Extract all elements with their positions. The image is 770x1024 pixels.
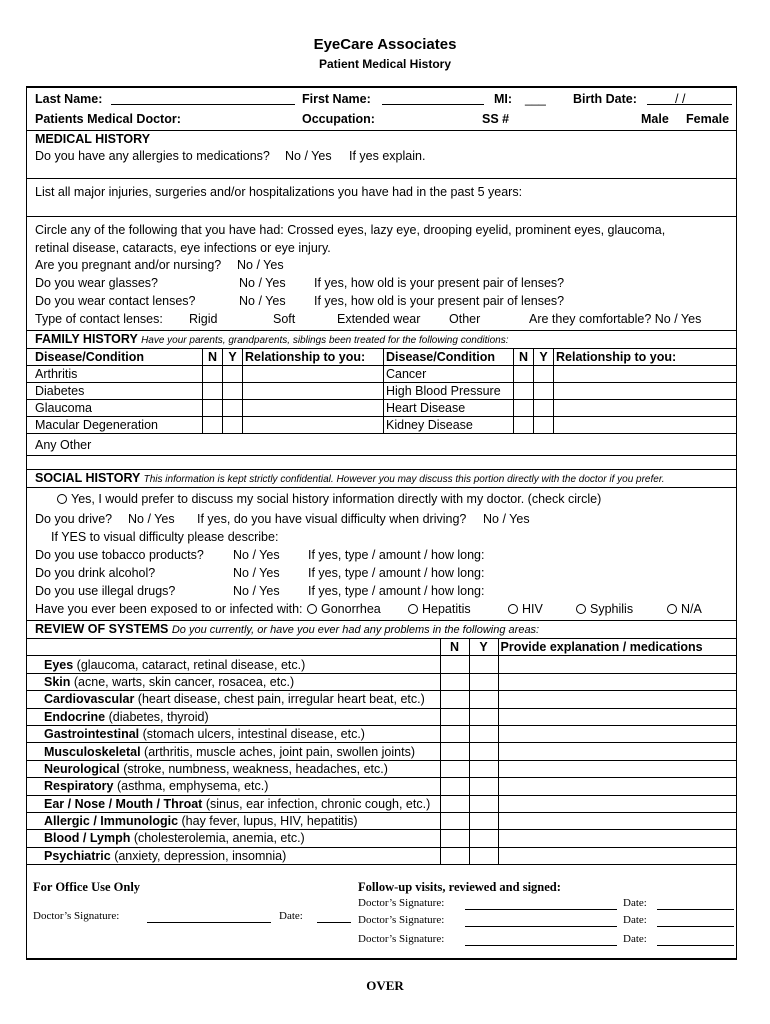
ros-explain-cell[interactable] xyxy=(498,656,737,673)
tobacco-row xyxy=(27,548,736,566)
contacts-comfortable[interactable]: Are they comfortable? No / Yes xyxy=(529,312,702,326)
ros-system-cardiovascular: Cardiovascular (heart disease, chest pain, irregular heart beat, etc.) xyxy=(26,691,440,708)
followup-date-field-3[interactable] xyxy=(657,933,734,946)
ros-n-cell[interactable] xyxy=(440,725,469,742)
ros-y-cell[interactable] xyxy=(469,812,498,829)
over-footer: OVER xyxy=(366,978,404,993)
family-heading: FAMILY HISTORY Have your parents, grandparents, siblings been treated for the following conditions: xyxy=(35,332,509,346)
circle-check-icon[interactable] xyxy=(576,604,586,614)
ros-system-neurological: Neurological (stroke, numbness, weakness, headaches, etc.) xyxy=(26,760,440,777)
family-note: Have your parents, grandparents, siblings been treated for the following conditions: xyxy=(141,335,509,346)
ros-y-cell[interactable] xyxy=(469,673,498,690)
alcohol-row xyxy=(27,566,736,584)
ros-explain-cell[interactable] xyxy=(498,847,737,864)
patient-row-2 xyxy=(27,112,736,130)
family-n-cell[interactable] xyxy=(203,383,223,400)
family-any-other-row xyxy=(27,434,737,456)
contact-type-rigid[interactable]: Rigid xyxy=(189,312,218,326)
drive-question: Do you drive? xyxy=(35,512,113,526)
ros-explain-cell[interactable] xyxy=(498,760,737,777)
contact-type-label: Type of contact lenses: xyxy=(35,312,163,326)
glasses-age: If yes, how old is your present pair of lenses? xyxy=(314,276,565,290)
female-option[interactable]: Female xyxy=(686,112,730,126)
ros-system-eyes: Eyes (glaucoma, cataract, retinal disease, etc.) xyxy=(26,656,440,673)
doctor-label: Patients Medical Doctor: xyxy=(35,112,181,126)
exposed-question: Have you ever been exposed to or infected with: xyxy=(35,602,303,616)
allergies-row xyxy=(27,149,736,167)
table-row xyxy=(27,400,737,417)
family-y-cell[interactable] xyxy=(223,400,243,417)
followup-signature-field-3[interactable] xyxy=(465,933,617,946)
drive-difficulty-options[interactable]: No / Yes xyxy=(483,512,530,526)
infection-na[interactable]: N/A xyxy=(667,602,702,616)
table-row xyxy=(26,847,737,864)
social-prefer-row xyxy=(27,487,736,509)
birth-date-label: Birth Date: xyxy=(573,92,637,106)
family-y-cell[interactable] xyxy=(223,366,243,383)
family-condition: Kidney Disease xyxy=(384,417,514,434)
family-rel-cell[interactable] xyxy=(243,417,384,434)
contacts-age: If yes, how old is your present pair of lenses? xyxy=(314,294,565,308)
followup-signature-field-1[interactable] xyxy=(465,897,617,910)
describe-label: If YES to visual difficulty please describe: xyxy=(51,530,279,544)
family-rel-cell[interactable] xyxy=(554,400,737,417)
pregnant-row xyxy=(27,258,736,276)
table-row xyxy=(26,691,737,708)
medical-history-form xyxy=(26,86,737,960)
ros-system-allergic: Allergic / Immunologic (hay fever, lupus, HIV, hepatitis) xyxy=(26,812,440,829)
family-col-n-right: N xyxy=(514,349,534,366)
tobacco-question: Do you use tobacco products? xyxy=(35,548,204,562)
family-n-cell[interactable] xyxy=(514,366,534,383)
ros-n-cell[interactable] xyxy=(440,708,469,725)
ros-n-cell[interactable] xyxy=(440,673,469,690)
followup-date-label-3: Date: xyxy=(623,933,647,945)
ros-header-row xyxy=(26,639,737,656)
table-row xyxy=(26,743,737,760)
contact-type-other[interactable]: Other xyxy=(449,312,481,326)
drugs-question: Do you use illegal drugs? xyxy=(35,584,176,598)
circle-line-2: retinal disease, cataracts, eye infections or eye injury. xyxy=(35,241,331,255)
office-doctor-signature-label: Doctor’s Signature: xyxy=(33,910,120,922)
table-row xyxy=(26,760,737,777)
office-use-section xyxy=(27,880,736,958)
followup-date-label-2: Date: xyxy=(623,914,647,926)
social-note: This information is kept strictly confidential. However you may discuss this portion directly with the doctor if you prefer. xyxy=(143,474,665,485)
glasses-row xyxy=(27,276,736,294)
drive-row xyxy=(27,512,736,530)
ros-heading: REVIEW OF SYSTEMS Do you currently, or have you ever had any problems in the following areas: xyxy=(35,622,540,636)
ros-system-respiratory: Respiratory (asthma, emphysema, etc.) xyxy=(26,778,440,795)
office-date-label: Date: xyxy=(279,910,303,922)
infection-gonorrhea[interactable]: Gonorrhea xyxy=(307,602,381,616)
ros-col-y: Y xyxy=(469,639,498,656)
ros-n-cell[interactable] xyxy=(440,795,469,812)
exposed-row xyxy=(27,602,736,620)
ros-explain-cell[interactable] xyxy=(498,725,737,742)
ros-explain-cell[interactable] xyxy=(498,830,737,847)
ros-n-cell[interactable] xyxy=(440,847,469,864)
family-condition: Macular Degeneration xyxy=(27,417,203,434)
form-title: EyeCare Associates xyxy=(313,36,457,53)
ros-y-cell[interactable] xyxy=(469,847,498,864)
family-heading-row xyxy=(27,330,736,348)
table-row xyxy=(27,366,737,383)
ros-system-psychiatric: Psychiatric (anxiety, depression, insomnia) xyxy=(26,847,440,864)
ros-heading-row xyxy=(27,620,736,638)
family-col-rel-left: Relationship to you: xyxy=(243,349,384,366)
family-condition: Cancer xyxy=(384,366,514,383)
ros-n-cell[interactable] xyxy=(440,812,469,829)
ros-system-musculoskeletal: Musculoskeletal (arthritis, muscle aches, joint pain, swollen joints) xyxy=(26,743,440,760)
male-option[interactable]: Male xyxy=(641,112,669,126)
family-rel-cell[interactable] xyxy=(554,417,737,434)
family-rel-cell[interactable] xyxy=(243,383,384,400)
family-any-other: Any Other xyxy=(27,434,203,456)
tobacco-amount: If yes, type / amount / how long: xyxy=(308,548,485,562)
family-rel-cell[interactable] xyxy=(243,366,384,383)
circle-check-icon[interactable] xyxy=(408,604,418,614)
family-n-cell[interactable] xyxy=(203,366,223,383)
circle-check-icon[interactable] xyxy=(307,604,317,614)
ros-n-cell[interactable] xyxy=(440,760,469,777)
table-row xyxy=(27,383,737,400)
tobacco-options[interactable]: No / Yes xyxy=(233,548,280,562)
family-header-row xyxy=(27,349,737,366)
table-row xyxy=(26,795,737,812)
ros-n-cell[interactable] xyxy=(440,830,469,847)
contact-type-row xyxy=(27,312,736,330)
family-y-cell[interactable] xyxy=(534,400,554,417)
infection-syphilis[interactable]: Syphilis xyxy=(576,602,633,616)
ss-label: SS # xyxy=(482,112,510,126)
ros-n-cell[interactable] xyxy=(440,691,469,708)
ros-y-cell[interactable] xyxy=(469,708,498,725)
medical-heading: MEDICAL HISTORY xyxy=(35,132,151,146)
family-n-cell[interactable] xyxy=(203,417,223,434)
contact-type-soft[interactable]: Soft xyxy=(273,312,296,326)
ros-y-cell[interactable] xyxy=(469,691,498,708)
family-history-table xyxy=(26,348,737,456)
allergies-question: Do you have any allergies to medications? xyxy=(35,149,270,163)
family-col-y-right: Y xyxy=(534,349,554,366)
social-heading: SOCIAL HISTORY This information is kept strictly confidential. However you may discuss this portion directly with the doctor if you prefer. xyxy=(35,471,665,485)
ros-col-system xyxy=(26,639,440,656)
mi-field[interactable]: ___ xyxy=(525,92,546,106)
ros-system-endocrine: Endocrine (diabetes, thyroid) xyxy=(26,708,440,725)
contacts-row xyxy=(27,294,736,312)
family-col-n-left: N xyxy=(203,349,223,366)
last-name-field[interactable] xyxy=(111,92,295,105)
ros-n-cell[interactable] xyxy=(440,656,469,673)
contacts-options[interactable]: No / Yes xyxy=(239,294,286,308)
ros-n-cell[interactable] xyxy=(440,743,469,760)
ros-col-n: N xyxy=(440,639,469,656)
table-row xyxy=(26,708,737,725)
alcohol-question: Do you drink alcohol? xyxy=(35,566,156,580)
mi-label: MI: xyxy=(494,92,513,106)
drive-options[interactable]: No / Yes xyxy=(128,512,175,526)
allergies-options[interactable]: No / Yes xyxy=(285,149,332,163)
glasses-options[interactable]: No / Yes xyxy=(239,276,286,290)
family-y-cell[interactable] xyxy=(534,383,554,400)
office-date-field[interactable] xyxy=(317,910,351,923)
family-y-cell[interactable] xyxy=(534,417,554,434)
describe-row xyxy=(27,530,736,548)
circle-row xyxy=(27,216,736,256)
birth-date-field[interactable] xyxy=(647,92,732,105)
ros-y-cell[interactable] xyxy=(469,743,498,760)
birth-date-slashes: / / xyxy=(675,92,686,106)
family-condition: High Blood Pressure xyxy=(384,383,514,400)
family-n-cell[interactable] xyxy=(514,383,534,400)
ros-y-cell[interactable] xyxy=(469,778,498,795)
family-y-cell[interactable] xyxy=(534,366,554,383)
medical-heading-row xyxy=(27,130,736,148)
ros-system-ent: Ear / Nose / Mouth / Throat (sinus, ear infection, chronic cough, etc.) xyxy=(26,795,440,812)
injuries-row xyxy=(27,178,736,208)
contacts-question: Do you wear contact lenses? xyxy=(35,294,196,308)
followup-date-label-1: Date: xyxy=(623,897,647,909)
ros-y-cell[interactable] xyxy=(469,725,498,742)
followup-date-field-1[interactable] xyxy=(657,897,734,910)
family-n-cell[interactable] xyxy=(203,400,223,417)
ros-y-cell[interactable] xyxy=(469,656,498,673)
table-row xyxy=(26,656,737,673)
ros-explain-cell[interactable] xyxy=(498,778,737,795)
drive-difficulty-question: If yes, do you have visual difficulty when driving? xyxy=(197,512,467,526)
allergies-explain: If yes explain. xyxy=(349,149,426,163)
office-doctor-signature-field[interactable] xyxy=(147,910,271,923)
followup-signature-field-2[interactable] xyxy=(465,914,617,927)
occupation-label: Occupation: xyxy=(302,112,375,126)
injuries-question: List all major injuries, surgeries and/or hospitalizations you have had in the past 5 years: xyxy=(35,185,523,199)
family-col-y-left: Y xyxy=(223,349,243,366)
ros-note: Do you currently, or have you ever had any problems in the following areas: xyxy=(171,624,540,636)
family-y-cell[interactable] xyxy=(223,383,243,400)
ros-col-explain: Provide explanation / medications xyxy=(498,639,737,656)
social-heading-row xyxy=(27,469,736,487)
ros-y-cell[interactable] xyxy=(469,760,498,777)
table-row xyxy=(26,725,737,742)
ros-y-cell[interactable] xyxy=(469,830,498,847)
alcohol-amount: If yes, type / amount / how long: xyxy=(308,566,485,580)
infection-hiv[interactable]: HIV xyxy=(508,602,543,616)
ros-explain-cell[interactable] xyxy=(498,795,737,812)
alcohol-options[interactable]: No / Yes xyxy=(233,566,280,580)
ros-system-gastrointestinal: Gastrointestinal (stomach ulcers, intestinal disease, etc.) xyxy=(26,725,440,742)
review-of-systems-table xyxy=(26,638,737,865)
ros-explain-cell[interactable] xyxy=(498,708,737,725)
ros-system-skin: Skin (acne, warts, skin cancer, rosacea, etc.) xyxy=(26,673,440,690)
social-prefer-option[interactable]: Yes, I would prefer to discuss my social history information directly with my doctor. (check circle) xyxy=(57,492,601,506)
drugs-amount: If yes, type / amount / how long: xyxy=(308,584,485,598)
ros-explain-cell[interactable] xyxy=(498,743,737,760)
family-y-cell[interactable] xyxy=(223,417,243,434)
drugs-options[interactable]: No / Yes xyxy=(233,584,280,598)
circle-line-1: Circle any of the following that you have had: Crossed eyes, lazy eye, drooping eyelid, prominent eyes, glaucoma, xyxy=(35,223,666,237)
followup-signature-label-3: Doctor’s Signature: xyxy=(358,933,445,945)
ros-system-blood: Blood / Lymph (cholesterolemia, anemia, etc.) xyxy=(26,830,440,847)
table-row xyxy=(26,778,737,795)
glasses-question: Do you wear glasses? xyxy=(35,276,158,290)
family-col-rel-right: Relationship to you: xyxy=(554,349,737,366)
form-subtitle: Patient Medical History xyxy=(318,57,452,71)
table-row xyxy=(26,812,737,829)
family-condition: Diabetes xyxy=(27,383,203,400)
family-rel-cell[interactable] xyxy=(243,400,384,417)
family-n-cell[interactable] xyxy=(514,417,534,434)
family-condition: Arthritis xyxy=(27,366,203,383)
ros-y-cell[interactable] xyxy=(469,795,498,812)
ros-n-cell[interactable] xyxy=(440,778,469,795)
table-row xyxy=(27,417,737,434)
circle-check-icon[interactable] xyxy=(667,604,677,614)
family-rel-cell[interactable] xyxy=(554,366,737,383)
family-condition: Heart Disease xyxy=(384,400,514,417)
drugs-row xyxy=(27,584,736,602)
circle-check-icon[interactable] xyxy=(57,494,67,504)
followup-signature-label-2: Doctor’s Signature: xyxy=(358,914,445,926)
infection-hepatitis[interactable]: Hepatitis xyxy=(408,602,471,616)
followup-heading: Follow-up visits, reviewed and signed: xyxy=(358,880,561,894)
office-use-heading: For Office Use Only xyxy=(33,880,141,894)
ros-explain-cell[interactable] xyxy=(498,691,737,708)
pregnant-question: Are you pregnant and/or nursing? xyxy=(35,258,222,272)
first-name-field[interactable] xyxy=(382,92,484,105)
family-n-cell[interactable] xyxy=(514,400,534,417)
last-name-label: Last Name: xyxy=(35,92,103,106)
first-name-label: First Name: xyxy=(302,92,371,106)
family-col-condition-right: Disease/Condition xyxy=(384,349,514,366)
ros-explain-cell[interactable] xyxy=(498,673,737,690)
patient-row-1 xyxy=(27,92,736,110)
family-any-other-field[interactable] xyxy=(203,434,737,456)
ros-explain-cell[interactable] xyxy=(498,812,737,829)
circle-check-icon[interactable] xyxy=(508,604,518,614)
family-condition: Glaucoma xyxy=(27,400,203,417)
table-row xyxy=(26,830,737,847)
contact-type-extended[interactable]: Extended wear xyxy=(337,312,421,326)
table-row xyxy=(26,673,737,690)
family-rel-cell[interactable] xyxy=(554,383,737,400)
followup-signature-label-1: Doctor’s Signature: xyxy=(358,897,445,909)
pregnant-options[interactable]: No / Yes xyxy=(237,258,284,272)
family-col-condition-left: Disease/Condition xyxy=(27,349,203,366)
followup-date-field-2[interactable] xyxy=(657,914,734,927)
